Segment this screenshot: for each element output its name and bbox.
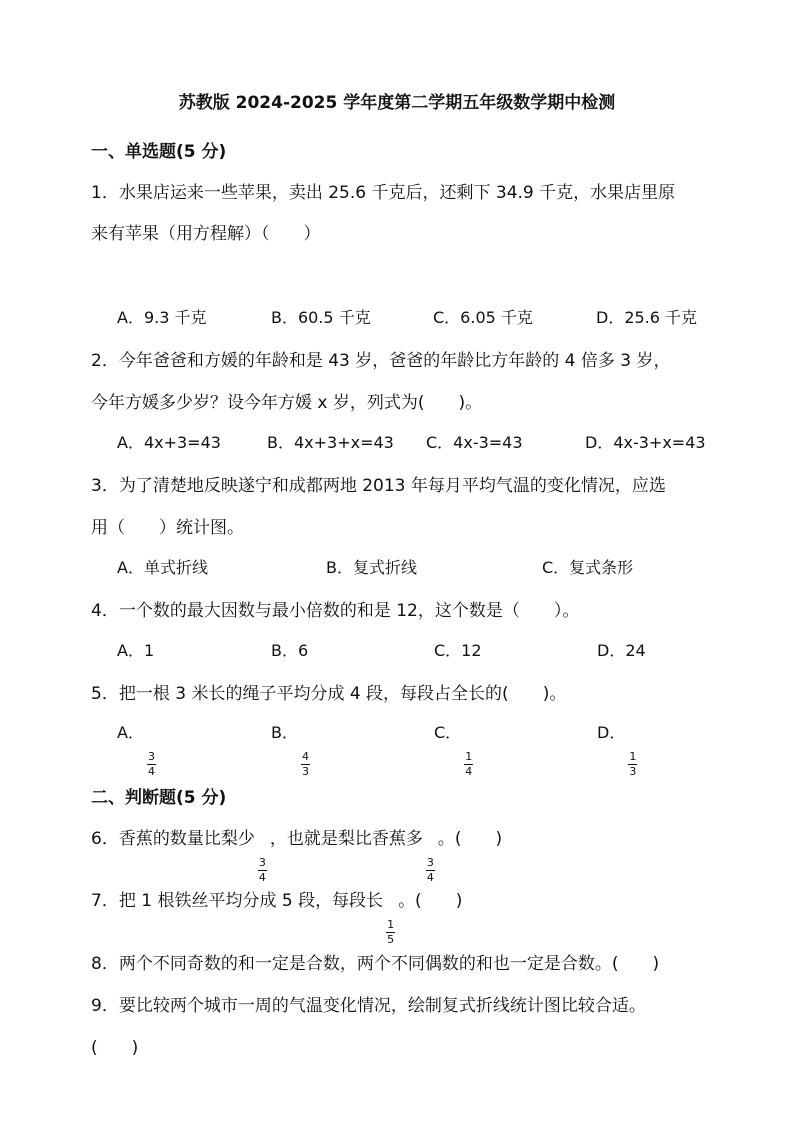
q7-text-1: 7．把 1 根铁丝平均分成 5 段，每段长 (91, 891, 384, 911)
q1-option-d: D．25.6 千克 (596, 308, 698, 327)
q2-option-d: D．4x-3+x=43 (585, 433, 706, 452)
page-title: 苏教版 2024-2025 学年度第二学期五年级数学期中检测 (178, 93, 616, 113)
fraction (426, 857, 435, 884)
section-heading-single-choice: 一、单选题(5 分) (91, 142, 227, 162)
question-9-line-1: 9．要比较两个城市一周的气温变化情况，绘制复式折线统计图比较合适。 (91, 996, 646, 1016)
q6-text-3: 。( ) (437, 829, 503, 849)
q3-option-c: C．复式条形 (542, 558, 634, 577)
q4-option-d: D．24 (597, 641, 646, 660)
q7-text-2: 。( ) (398, 891, 463, 911)
q3-option-b: B．复式折线 (326, 558, 417, 577)
q5-option-b-label: B． (271, 723, 298, 742)
denominator: 4 (426, 871, 434, 884)
question-2-line-2: 今年方媛多少岁？设今年方媛 x 岁，列式为( )。 (91, 393, 483, 413)
question-3-line-2: 用（ ）统计图。 (91, 518, 244, 538)
fraction (464, 751, 473, 778)
fraction (301, 751, 310, 778)
numerator: 1 (465, 750, 473, 763)
denominator: 3 (629, 765, 637, 778)
q6-text-2: ，也就是梨比香蕉多 (269, 829, 423, 849)
fraction (258, 857, 267, 884)
q4-option-a: A．1 (117, 641, 155, 660)
q1-option-b: B．60.5 千克 (271, 308, 371, 327)
question-4-line-1: 4．一个数的最大因数与最小倍数的和是 12，这个数是（ ）。 (91, 601, 580, 621)
fraction (628, 751, 637, 778)
question-5-line-1: 5．把一根 3 米长的绳子平均分成 4 段，每段占全长的( )。 (91, 684, 567, 704)
question-7 (91, 886, 462, 946)
numerator: 3 (258, 856, 266, 869)
question-8: 8．两个不同奇数的和一定是合数，两个不同偶数的和也一定是合数。( ) (91, 954, 660, 974)
numerator: 3 (147, 750, 155, 763)
question-6 (91, 824, 502, 884)
fraction (147, 751, 156, 778)
question-2-line-1: 2．今年爸爸和方媛的年龄和是 43 岁，爸爸的年龄比方年龄的 4 倍多 3 岁， (91, 351, 671, 371)
q5-option-b (271, 720, 313, 778)
q5-option-c-label: C． (434, 723, 462, 742)
q2-option-a: A．4x+3=43 (117, 433, 221, 452)
q3-option-a: A．单式折线 (117, 558, 208, 577)
denominator: 3 (301, 765, 309, 778)
numerator: 3 (426, 856, 434, 869)
fraction (386, 919, 395, 946)
numerator: 1 (387, 918, 395, 931)
q4-option-c: C．12 (434, 641, 482, 660)
denominator: 4 (258, 871, 266, 884)
question-1-line-1: 1．水果店运来一些苹果，卖出 25.6 千克后，还剩下 34.9 千克，水果店里原 (91, 183, 676, 203)
numerator: 1 (629, 750, 637, 763)
numerator: 4 (301, 750, 309, 763)
q2-option-b: B．4x+3+x=43 (267, 433, 394, 452)
question-3-line-1: 3．为了清楚地反映遂宁和成都两地 2013 年每月平均气温的变化情况，应选 (91, 476, 666, 496)
q6-text-1: 6．香蕉的数量比梨少 (91, 829, 255, 849)
q5-option-a-label: A． (117, 723, 144, 742)
denominator: 4 (147, 765, 155, 778)
q5-option-d (597, 720, 640, 778)
denominator: 4 (465, 765, 473, 778)
q4-option-b: B．6 (271, 641, 309, 660)
q1-option-a: A．9.3 千克 (117, 308, 207, 327)
denominator: 5 (387, 933, 395, 946)
q2-option-c: C．4x-3=43 (426, 433, 523, 452)
q5-option-c (434, 720, 476, 778)
q5-option-d-label: D． (597, 723, 626, 742)
question-1-line-2: 来有苹果（用方程解）（ ） (91, 224, 321, 244)
q5-option-a (117, 720, 159, 778)
section-heading-true-false: 二、判断题(5 分) (91, 788, 227, 808)
q1-option-c: C．6.05 千克 (433, 308, 533, 327)
question-9-line-2: ( ) (91, 1038, 139, 1058)
